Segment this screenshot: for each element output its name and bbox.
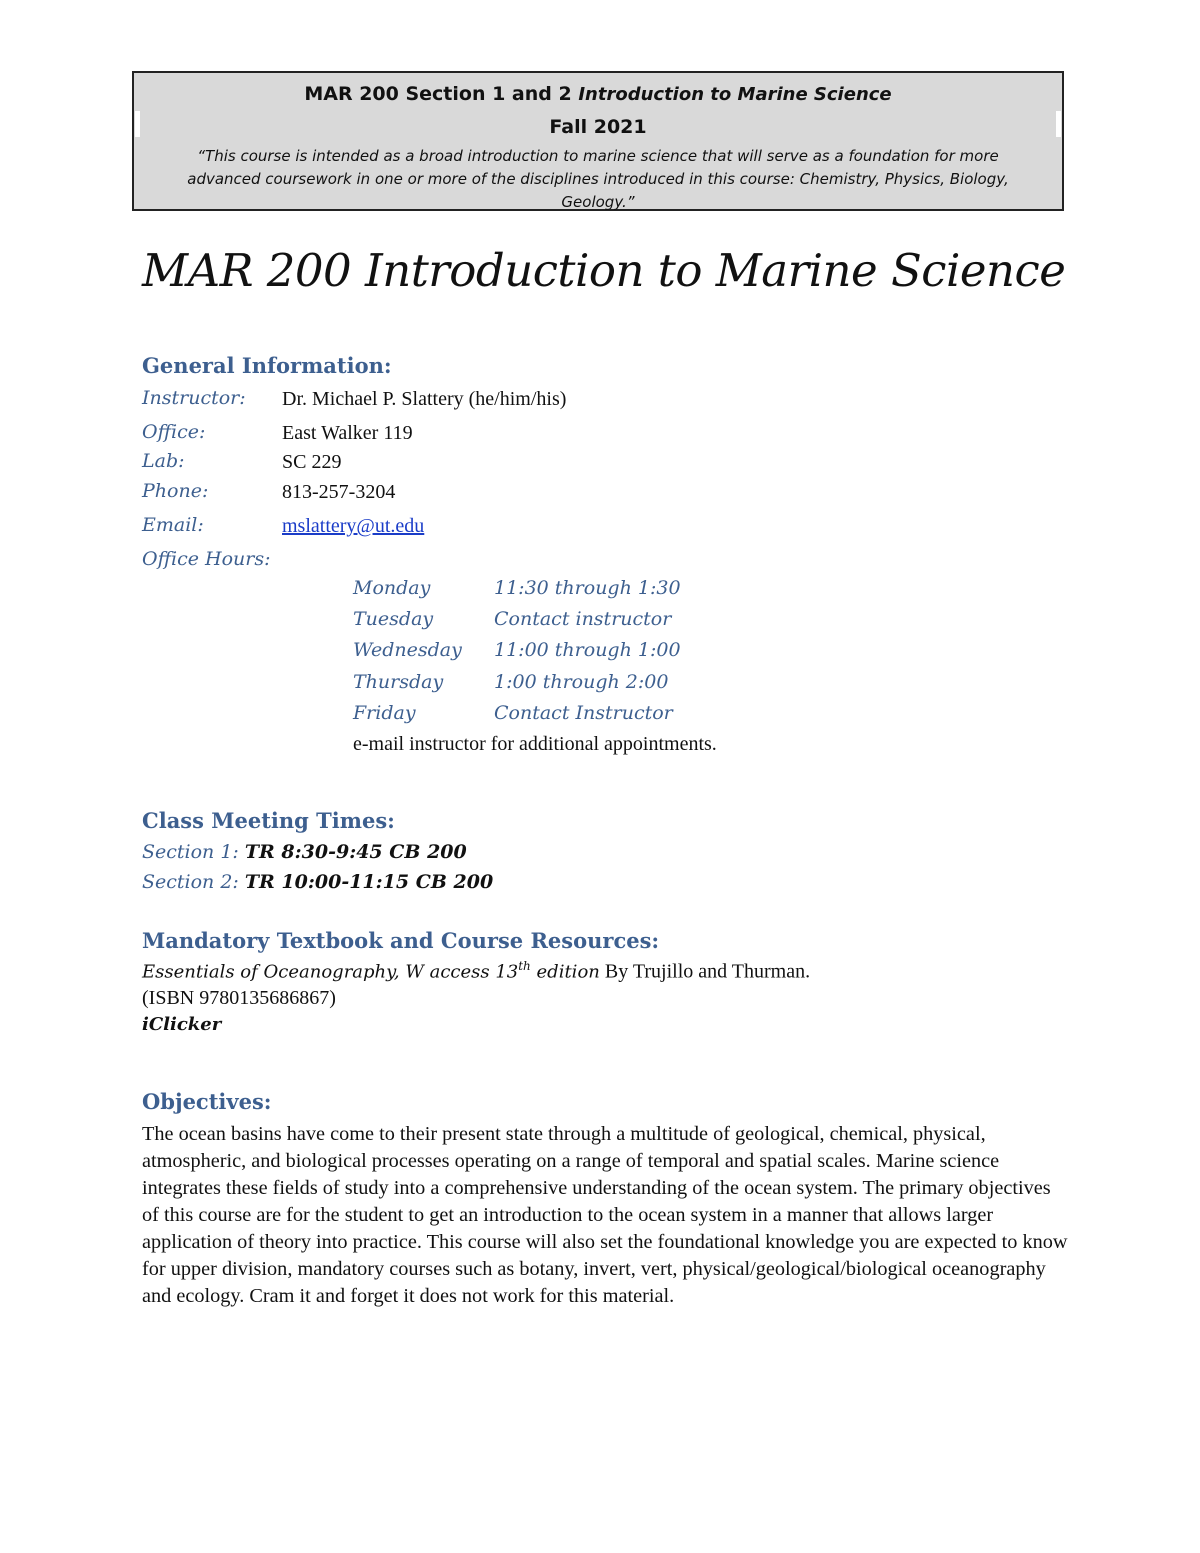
hours-day: Monday bbox=[353, 577, 431, 599]
section-time: TR 10:00-11:15 CB 200 bbox=[244, 871, 494, 893]
header-course-description: “This course is intended as a broad introduction to marine science that will serve as a foundation for more advanced coursework in one or more of the disciplines introduced in this course: Chemistry, Physics, Biology, Geology.” bbox=[187, 147, 1009, 211]
email-value bbox=[282, 515, 424, 538]
phone-label: Phone: bbox=[142, 480, 209, 502]
objectives-heading: Objectives: bbox=[142, 1089, 272, 1114]
page-title: MAR 200 Introduction to Marine Science bbox=[142, 244, 1066, 297]
phone-value: 813-257-3204 bbox=[282, 481, 396, 503]
office-label: Office: bbox=[142, 421, 206, 443]
office-hours-label: Office Hours: bbox=[142, 548, 271, 570]
hours-time: Contact Instructor bbox=[494, 702, 673, 724]
office-hours-note: e-mail instructor for additional appointments. bbox=[353, 733, 717, 755]
email-label: Email: bbox=[142, 514, 204, 536]
lab-label: Lab: bbox=[142, 450, 185, 472]
header-course-name: Introduction to Marine Science bbox=[578, 84, 892, 105]
hours-time: 11:30 through 1:30 bbox=[494, 577, 681, 599]
hours-day: Friday bbox=[353, 702, 416, 724]
hours-time: Contact instructor bbox=[494, 608, 672, 630]
email-link[interactable]: mslattery@ut.edu bbox=[282, 515, 425, 537]
textbook-isbn: (ISBN 9780135686867) bbox=[142, 987, 336, 1009]
lab-value: SC 229 bbox=[282, 451, 342, 473]
course-header-box bbox=[132, 71, 1064, 211]
textbook-title: Essentials of Oceanography, W access 13th edition By Trujillo and Thurman. bbox=[142, 959, 811, 983]
textbook-heading: Mandatory Textbook and Course Resources: bbox=[142, 928, 660, 953]
hours-day: Thursday bbox=[353, 671, 444, 693]
section-label: Section 1: bbox=[142, 841, 239, 863]
instructor-label: Instructor: bbox=[142, 387, 246, 409]
iclicker-resource: iClicker bbox=[142, 1014, 222, 1035]
section-label: Section 2: bbox=[142, 871, 239, 893]
section-1-meeting bbox=[142, 841, 467, 863]
general-info-heading: General Information: bbox=[142, 353, 392, 378]
office-value: East Walker 119 bbox=[282, 422, 413, 444]
section-time: TR 8:30-9:45 CB 200 bbox=[244, 841, 467, 863]
section-2-meeting bbox=[142, 871, 493, 893]
class-meeting-heading: Class Meeting Times: bbox=[142, 808, 395, 833]
hours-time: 1:00 through 2:00 bbox=[494, 671, 669, 693]
header-course-line: MAR 200 Section 1 and 2 Introduction to Marine Science bbox=[304, 83, 892, 105]
instructor-value: Dr. Michael P. Slattery (he/him/his) bbox=[282, 388, 567, 410]
hours-day: Wednesday bbox=[353, 639, 462, 661]
objectives-paragraph: The ocean basins have come to their present state through a multitude of geological, chemical, physical, atmospheric, and biological processes operating on a range of temporal and spatial scales. Marine science integrates these fields of study into a comprehensive understanding of the ocean system. The primary objectives of this course are for the student to get an introduction to the ocean system in a manner that allows larger application of theory into practice. This course will also set the foundational knowledge you are expected to know for upper division, mandatory courses such as botany, invert, vert, physical/geological/biological oceanography and ecology. Cram it and forget it does not work for this material. bbox=[142, 1123, 1068, 1307]
hours-day: Tuesday bbox=[353, 608, 434, 630]
header-term: Fall 2021 bbox=[549, 116, 647, 138]
hours-time: 11:00 through 1:00 bbox=[494, 639, 681, 661]
